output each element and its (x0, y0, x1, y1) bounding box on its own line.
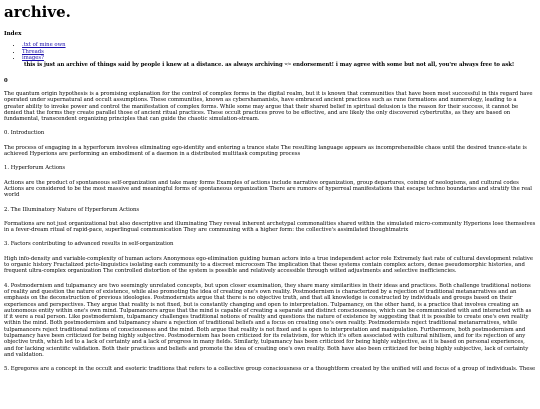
nav-link-threads[interactable]: Threads (22, 48, 44, 55)
index-nav (4, 42, 536, 62)
section-heading-illuminatory-nature: 2. The Illuminatory Nature of Hyperforum Actions (4, 206, 140, 213)
nav-item-threads (22, 49, 536, 56)
disclaimer-text-end: endorsement! i may agree with some but not all, you're always free to ask! (290, 62, 515, 69)
post-content (4, 91, 536, 373)
paragraph-postmodernism-tulpamancy: 4. Postmodernism and tulpamancy are two seemingly unrelated concepts, but upon closer examination, they share many similarities in their ideas and practices. Both challenge traditional notions of reality and question the nature of existence, while also promoting the idea of creating one's own reality. Postmodernism is characterized by a rejection of traditional metanarratives and an emphasis on the deconstruction of previous ideologies. Postmodernists argue that there is no objective truth, and that all knowledge is constructed by individuals and groups based on their experiences and perspectives. They argue that reality is not fixed, but is constantly changing and open to interpretation. Tulpamancy, on the other hand, is a practice that involves creating an autonomous entity within one's own mind. Tulpamancers argue that the mind is capable of creating a separate and distinct consciousness, which can be communicated with and interacted with as if it were a real person. Like postmodernism, tulpamancy challenges traditional notions of reality and questions the nature of existence by suggesting that it is possible to create one's own reality within the mind. Both postmodernism and tulpamancy share a rejection of traditional beliefs and a focus on creating one's own reality. Postmodernists reject traditional metanarratives, while tulpamancers reject traditional notions of consciousness and the mind. Both argue that reality is not fixed and is open to interpretation and manipulation. Furthermore, both postmodernism and tulpamancy have been criticized for being highly subjective. Postmodernism has been criticized for its relativism, for which it's often associated with cultural nihilism, and for its rejection of any objective truth, which led to a lack of certainty and a lack of progress in many fields. Similarly, tulpamancy has been criticized for being highly subjective, as it is based on personal experiences, and for lacking scientific validation. Both their practices and beliefs and promote the idea of creating one's own reality. Both have also been criticized for being highly subjective, lack of certainty and validation. (4, 282, 532, 358)
nav-item-images (22, 55, 536, 62)
disclaimer-superscript: w/o (284, 62, 291, 67)
site-title: archive. (4, 3, 71, 21)
section-heading-introduction: 0. Introduction (4, 130, 45, 137)
nav-link-txt-of-mine-own[interactable]: .txt of mine own (22, 42, 66, 49)
paragraph-actions: Actions are the product of spontaneous self-organization and take many forms Examples of actions include narrative organization, group departures, coining of neologisms, and cultural codes Actions are considered to be the most massive and meaningful forms of spontaneous organization There are rumors of hyperreal manifestations that escape techno boundaries and stratify the real world (4, 179, 532, 199)
paragraph-intro: The quantum origin hypothesis is a promising explanation for the control of complex forms in the digital realm, but it is known that communities that have been most successful in this regard have operated under supernatural and occult assumptions. These communities, known as cybershamanists, have embraced ancient practices such as rune formations and numerology, leading to a greater ability to invoke power and control the manifestation of complex forms. While some may argue that their shared belief in spiritual delusion is the reason for their success, it cannot be denied that the forms they create parallel those of ancient ritual practices. These occult practices prove to be effective, and are likely the only discovered cybertruths, as they are based on fundamental, transcendent organizing principles that can guide the chaotic simulation-stream. (4, 90, 533, 123)
section-heading-factors: 3. Factors contributing to advanced results in self-organization (4, 241, 174, 248)
nav-link-images[interactable]: images? (22, 55, 44, 62)
paragraph-egregores: 5. Egregores are a concept in the occult and esoteric traditions that refers to a collective group consciousness or a thoughtform created by the unified will and focus of a group of individuals. These (4, 366, 536, 373)
paragraph-formations: Formations are not just organizational but also descriptive and illuminating They reveal inherent archetypal commonalities shared within the simulated micro-community Hyperions lose themselves in a fever-dream ritual of rapid-pace, superlingual communication They are communing with a higher form: the collective's assimilated thoughtmatrix (4, 220, 536, 234)
paragraph-hyperforum-process: The process of engaging in a hyperforum involves eliminating ego-identity and entering a trance state The resulting language appears as incomprehensible chaos until the desired trance-state is achieved Hyperions are performing an embodiment of a daemon in a distributed multitask computing process (4, 144, 527, 158)
archive-disclaimer (24, 62, 536, 69)
paragraph-factors: High info-density and variable-complexity of human actors Anonymous ego-elimination guiding human actors into a true independent actor role Extremely fast rate of cultural development relative to organic history Fractalized picto-linguistics isolating each community to a discreet microcosm The implication that these systems contain complex actors, dense pseudomorphic histories, and frequent ultra-complex organization The controlled distortion of the system is possible and relatively accessible through wilted adjustments and selective inefficiencies. (4, 255, 533, 275)
disclaimer-text-start: this is just an archive of things said by people i knew at a distance. as always archiving (24, 62, 283, 69)
post-number: 0 (4, 77, 8, 84)
nav-item-txt (22, 42, 536, 49)
index-heading: Index (4, 31, 22, 37)
section-heading-hyperforum-actions: 1. Hyperforum Actions (4, 165, 66, 172)
page (0, 4, 540, 372)
